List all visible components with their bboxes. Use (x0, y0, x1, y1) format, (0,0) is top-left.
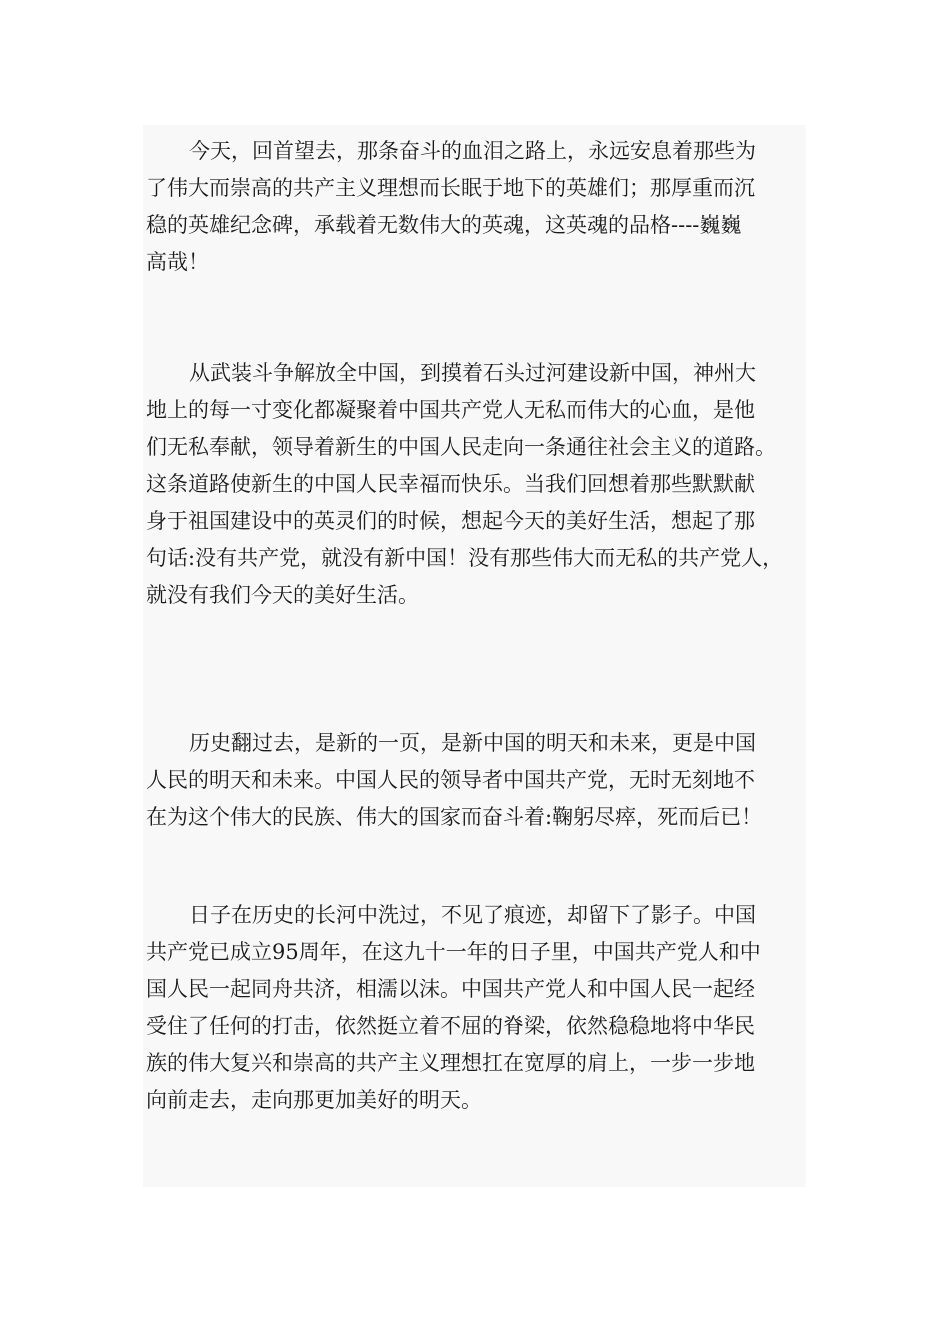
paragraph-3 (146, 725, 816, 836)
paragraph-line: 高哉！ (146, 250, 209, 274)
paragraph-1 (146, 133, 816, 281)
paragraph-line: 在为这个伟大的民族、伟大的国家而奋斗着:鞠躬尽瘁，死而后已！ (146, 805, 763, 829)
paragraph-line: 历史翻过去，是新的一页，是新中国的明天和未来，更是中国 (189, 731, 756, 755)
paragraph-line: 人民的明天和未来。中国人民的领导者中国共产党，无时无刻地不 (146, 768, 755, 792)
paragraph-line: 地上的每一寸变化都凝聚着中国共产党人无私而伟大的心血，是他 (146, 398, 755, 422)
paragraph-line: 向前走去，走向那更加美好的明天。 (146, 1088, 482, 1112)
paragraph-2 (146, 355, 816, 614)
paragraph-line: 稳的英雄纪念碑，承载着无数伟大的英魂，这英魂的品格----巍巍 (146, 213, 742, 237)
paragraph-line: 这条道路使新生的中国人民幸福而快乐。当我们回想着那些默默献 (146, 472, 755, 496)
paragraph-line: 今天，回首望去，那条奋斗的血泪之路上，永远安息着那些为 (189, 139, 756, 163)
paragraph-line: 受住了任何的打击，依然挺立着不屈的脊梁，依然稳稳地将中华民 (146, 1014, 755, 1038)
paragraph-line: 就没有我们今天的美好生活。 (146, 583, 419, 607)
paragraph-line: 身于祖国建设中的英灵们的时候，想起今天的美好生活，想起了那 (146, 509, 755, 533)
paragraph-4 (146, 897, 816, 1119)
paragraph-line: 了伟大而崇高的共产主义理想而长眠于地下的英雄们；那厚重而沉 (146, 176, 755, 200)
paragraph-line: 从武装斗争解放全中国，到摸着石头过河建设新中国，神州大 (189, 361, 756, 385)
paragraph-line: 们无私奉献，领导着新生的中国人民走向一条通往社会主义的道路。 (146, 435, 776, 459)
paragraph-line: 日子在历史的长河中洗过，不见了痕迹，却留下了影子。中国 (189, 903, 756, 927)
paragraph-line: 句话:没有共产党，就没有新中国！没有那些伟大而无私的共产党人， (146, 546, 784, 570)
paragraph-line: 族的伟大复兴和崇高的共产主义理想扛在宽厚的肩上，一步一步地 (146, 1051, 755, 1075)
paragraph-line: 国人民一起同舟共济，相濡以沫。中国共产党人和中国人民一起经 (146, 977, 755, 1001)
paragraph-line: 共产党已成立95周年，在这九十一年的日子里，中国共产党人和中 (146, 940, 761, 964)
